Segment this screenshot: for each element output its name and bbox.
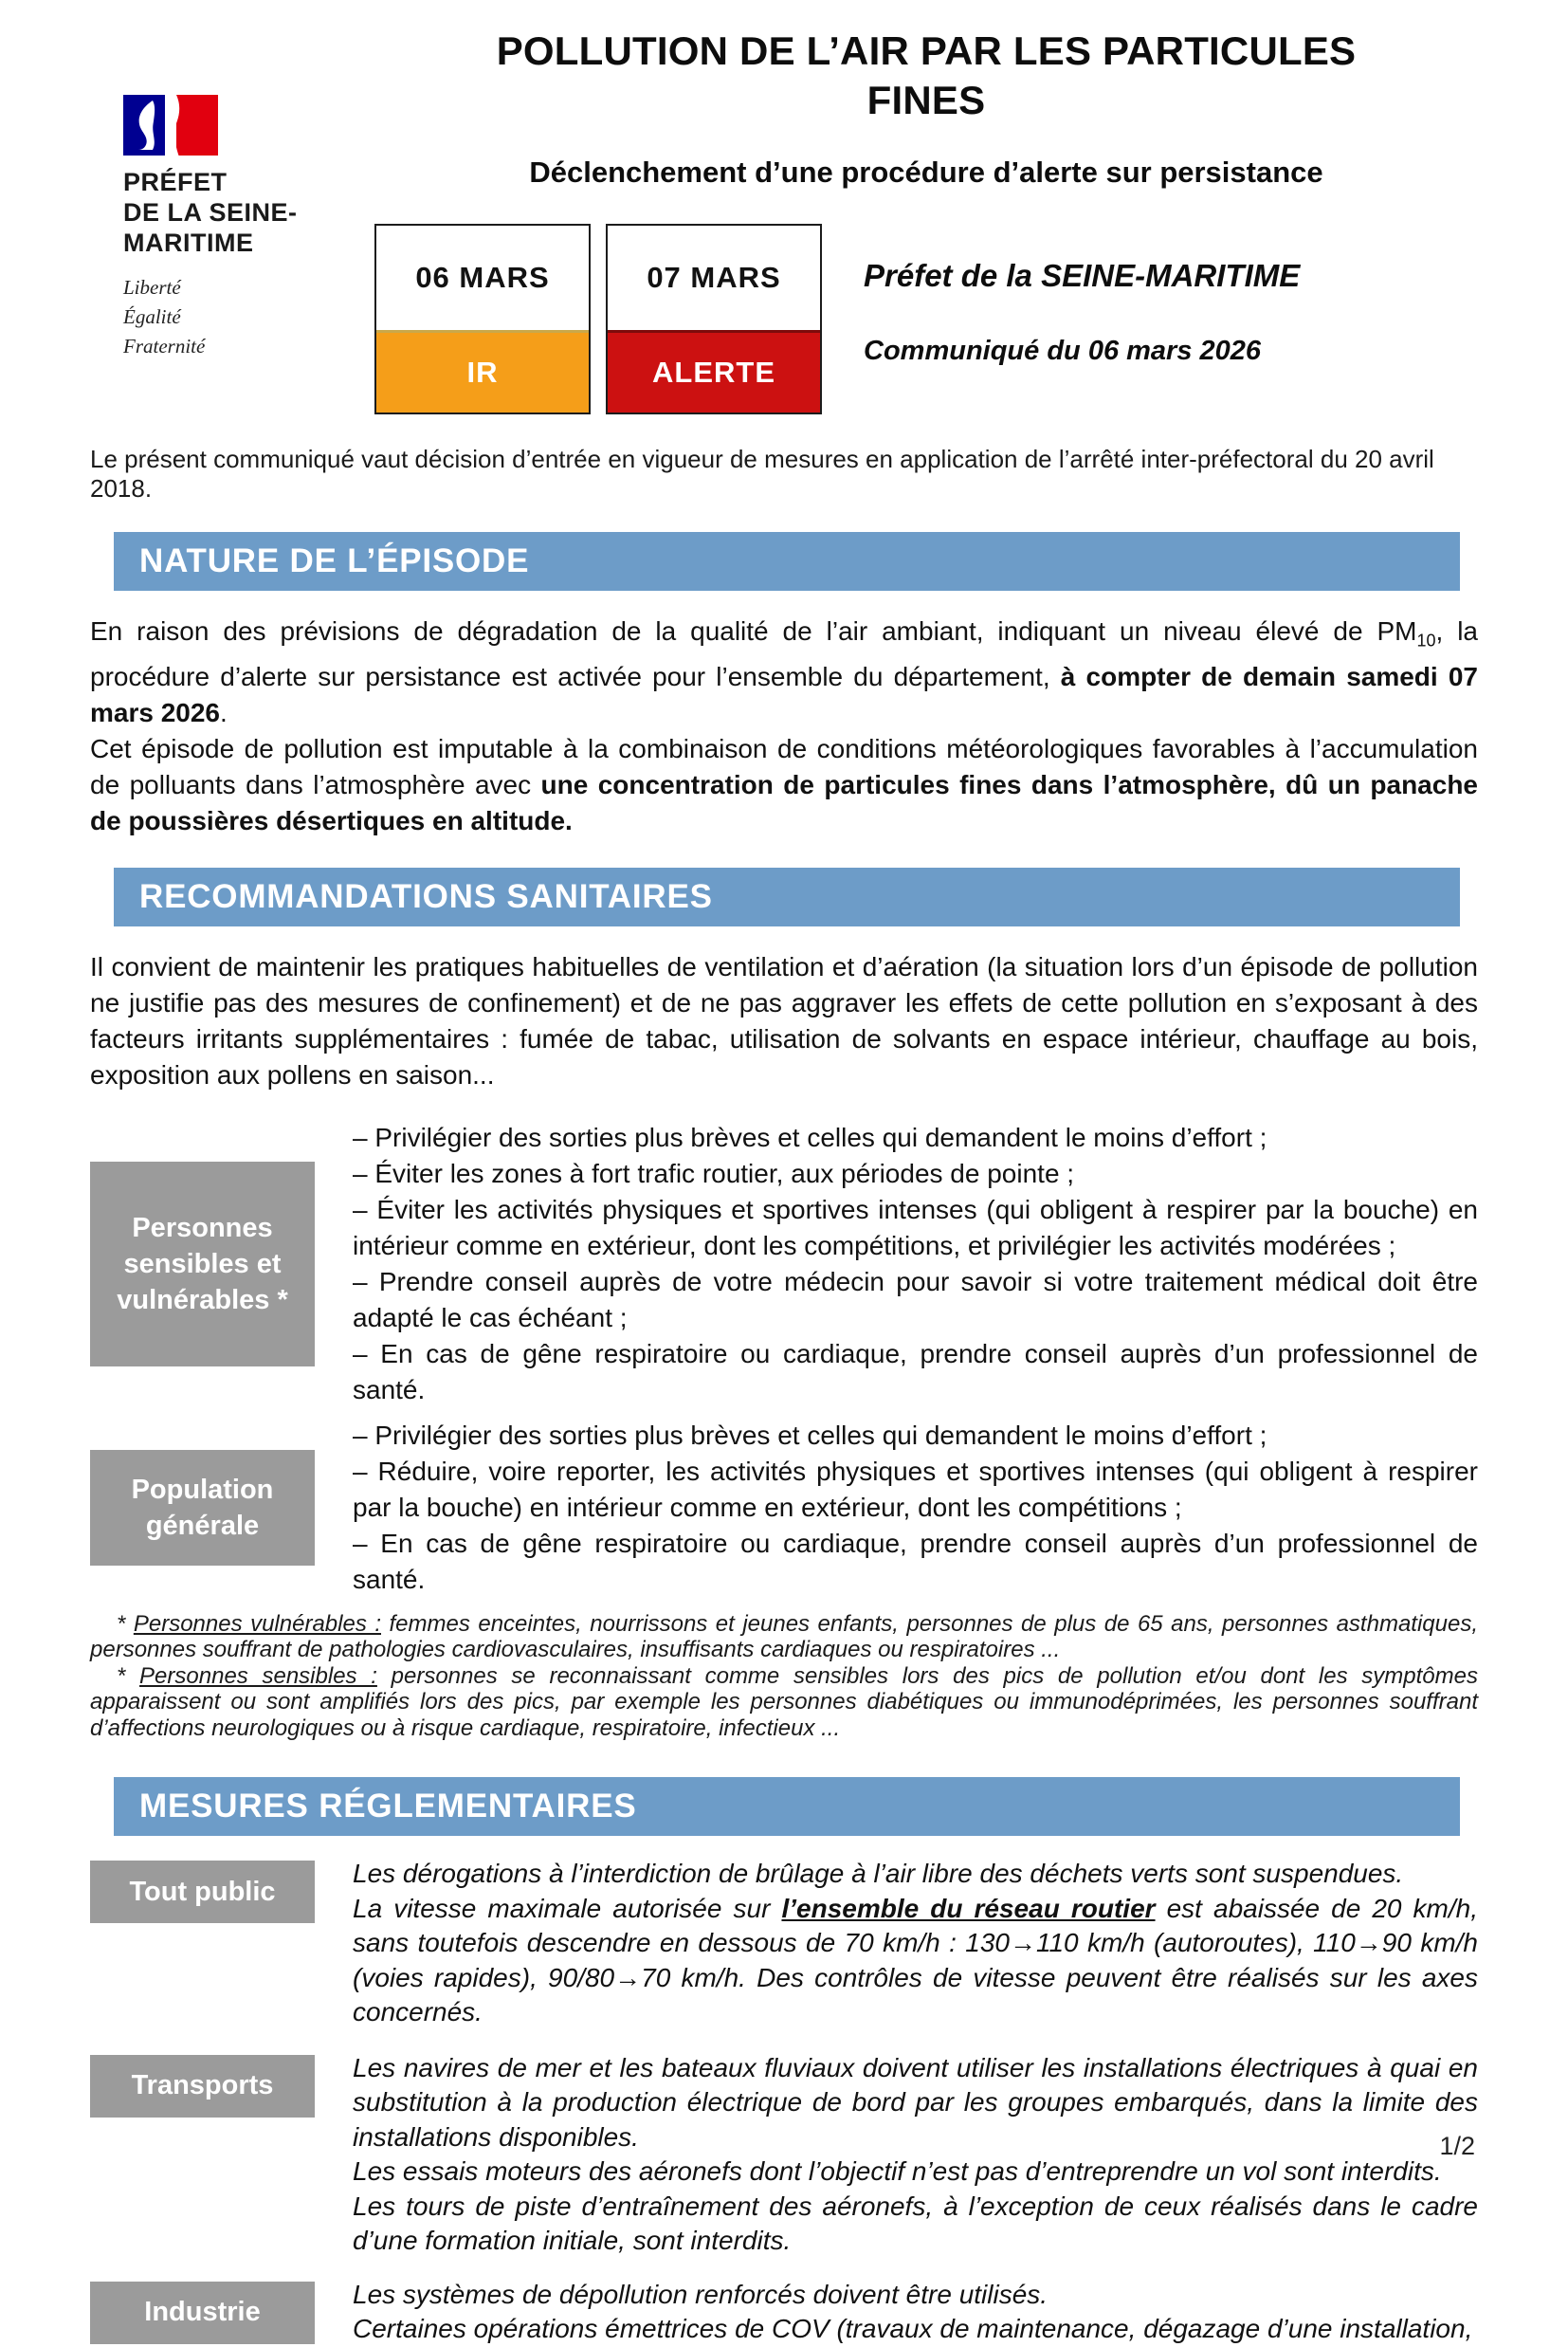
pm10-subscript: 10 xyxy=(1416,631,1436,651)
bullet-list xyxy=(353,1418,1478,1598)
motto-line: Liberté xyxy=(123,276,181,299)
bullet-list xyxy=(353,1120,1478,1408)
measure-text xyxy=(353,2278,1478,2347)
alert-level-badge-ir: IR xyxy=(376,330,589,413)
date-card-07-mars xyxy=(606,224,822,414)
bullet-item: – Éviter les zones à fort trafic routier, aux périodes de pointe ; xyxy=(353,1158,1075,1188)
alert-cards-row xyxy=(374,224,1478,414)
footnote-term: Personnes sensibles : xyxy=(139,1662,377,1689)
gov-logo xyxy=(90,27,327,414)
communique-date-line: Communiqué du 06 mars 2026 xyxy=(864,336,1262,366)
motto-line: Fraternité xyxy=(123,335,206,358)
footnote-text: personnes se reconnaissant comme sensibles lors des pics de pollution et/ou dont les symptômes apparaissent ou sont amplifiés lors des pics, par exemple les personnes diabétiques ou immunodéprimées, les personnes souffrant d’affections neurologiques ou à risque cardiaque, respiratoire, infectieux ... xyxy=(90,1662,1478,1741)
bullet-item: – Privilégier des sorties plus brèves et celles qui demandent le moins d’effort ; xyxy=(353,1420,1267,1450)
reco-group-sensibles xyxy=(90,1120,1478,1408)
prefecture-name-line: PRÉFET xyxy=(123,168,228,196)
text-segment: , la procédure d’alerte sur persistance est activée pour l’ensemble du département, xyxy=(90,616,1478,691)
page-number: 1/2 xyxy=(1439,2132,1475,2160)
bold-underline-segment: l’ensemble du réseau routier xyxy=(781,1893,1156,1923)
measure-label-tout-public: Tout public xyxy=(90,1861,315,1923)
section-header-recommandations: RECOMMANDATIONS SANITAIRES xyxy=(114,868,1460,926)
page-title-line2: FINES xyxy=(866,78,986,122)
title-block xyxy=(327,27,1478,414)
prefecture-name-line: DE LA SEINE- xyxy=(123,198,298,227)
text-segment: Cet épisode de pollution est imputable à la combinaison de conditions météorologiques favorables à l’accumulation de polluants dans l’atmosphère avec xyxy=(90,733,1478,799)
bullet-item: – Prendre conseil auprès de votre médecin pour savoir si votre traitement médical doit être adapté le cas échéant ; xyxy=(353,1266,1478,1332)
reco-group-population xyxy=(90,1418,1478,1598)
measure-row-tout-public xyxy=(90,1857,1478,2030)
measure-label-industrie: Industrie xyxy=(90,2282,315,2344)
motto-line: Égalité xyxy=(123,305,181,328)
measure-label-transports: Transports xyxy=(90,2055,315,2118)
nature-paragraph-1 xyxy=(90,614,1478,839)
footnote-text: femmes enceintes, nourrissons et jeunes enfants, personnes de plus de 65 ans, personnes asthmatiques, personnes souffrant de pathologies cardiovasculaires, insuffisants cardiaques ou respiratoires ... xyxy=(90,1610,1478,1663)
reco-intro-paragraph: Il convient de maintenir les pratiques habituelles de ventilation et d’aération (la situation lors d’un épisode de pollution ne justifie pas des mesures de confinement) et de ne pas aggraver les effets de cette pollution en s’exposant à des facteurs irritants supplémentaires : fumée de tabac, utilisation de solvants en espace intérieur, chauffage au bois, exposition aux pollens en saison... xyxy=(90,951,1478,1090)
card-date: 07 MARS xyxy=(647,261,781,294)
measure-paragraph xyxy=(353,1892,1478,2030)
measure-paragraph: Les essais moteurs des aéronefs dont l’objectif n’est pas d’entreprendre un vol sont interdits. xyxy=(353,2156,1442,2187)
page-title-line1: POLLUTION DE L’AIR PAR LES PARTICULES xyxy=(496,28,1357,73)
footnote-star: * xyxy=(117,1662,140,1689)
measure-paragraph: Les systèmes de dépollution renforcés doivent être utilisés. xyxy=(353,2279,1048,2309)
measure-paragraph: Les navires de mer et les bateaux fluviaux doivent utiliser les installations électriques à quai en substitution à la production électrique de bord par les groupes embarqués, dans la limite des installations disponibles. xyxy=(353,2052,1478,2152)
page-title xyxy=(374,27,1478,125)
group-label-population: Population générale xyxy=(90,1450,315,1566)
measure-paragraph: Certaines opérations émettrices de COV (travaux de maintenance, dégazage d’une installation, xyxy=(353,2314,1473,2344)
bold-segment: une concentration de particules fines dans l’atmosphère, dû un panache de poussières désertiques en altitude. xyxy=(90,769,1478,835)
issuer-block xyxy=(864,224,1300,414)
card-date: 06 MARS xyxy=(415,261,550,294)
measure-paragraph: Les tours de piste d’entraînement des aéronefs, à l’exception de ceux réalisés dans le cadre d’une formation initiale, sont interdits. xyxy=(353,2191,1478,2256)
text-segment: En raison des prévisions de dégradation de la qualité de l’air ambiant, indiquant un niveau élevé de PM xyxy=(90,616,1417,646)
footnotes xyxy=(90,1611,1478,1742)
footnote-vulnerables xyxy=(90,1611,1478,1663)
issuer-line: Préfet de la SEINE-MARITIME xyxy=(864,258,1301,293)
group-label-sensibles: Personnes sensibles et vulnérables * xyxy=(90,1162,315,1366)
measure-row-transports xyxy=(90,2051,1478,2259)
text-segment: La vitesse maximale autorisée sur xyxy=(353,1893,782,1923)
header xyxy=(90,27,1478,414)
bullet-item: – En cas de gêne respiratoire ou cardiaque, prendre conseil auprès d’un professionnel de santé. xyxy=(353,1528,1478,1594)
bullet-item: – Privilégier des sorties plus brèves et celles qui demandent le moins d’effort ; xyxy=(353,1122,1267,1152)
bullet-item: – Réduire, voire reporter, les activités physiques et sportives intenses (qui obligent à respirer par la bouche) en intérieur comme en extérieur, dont les compétitions ; xyxy=(353,1456,1478,1522)
date-card-06-mars xyxy=(374,224,591,414)
section-header-mesures: MESURES RÉGLEMENTAIRES xyxy=(114,1777,1460,1836)
text-segment: est abaissée de 20 km/h, sans toutefois descendre en dessous de 70 km/h : 130→110 km/h (autoroutes), 110→90 km/h (voies rapides), 90/80→70 km/h. Des contrôles de vitesse peuvent être réalisés sur les axes concernés. xyxy=(353,1893,1479,2027)
bullet-item: – En cas de gêne respiratoire ou cardiaque, prendre conseil auprès d’un professionnel de santé. xyxy=(353,1338,1478,1404)
measure-text xyxy=(353,1857,1478,2030)
text-segment: . xyxy=(220,697,228,727)
bold-segment: à compter de demain samedi 07 mars 2026 xyxy=(90,661,1479,727)
measure-paragraph: Les dérogations à l’interdiction de brûlage à l’air libre des déchets verts sont suspendues. xyxy=(353,1859,1404,1889)
french-flag-icon xyxy=(123,95,218,156)
footnote-sensibles xyxy=(90,1663,1478,1742)
intro-line: Le présent communiqué vaut décision d’entrée en vigueur de mesures en application de l’arrêté inter-préfectoral du 20 avril 2018. xyxy=(90,445,1434,503)
footnote-star: * xyxy=(117,1610,134,1637)
republic-motto xyxy=(123,273,327,361)
footnote-term: Personnes vulnérables : xyxy=(133,1610,381,1637)
page-subtitle: Déclenchement d’une procédure d’alerte sur persistance xyxy=(529,156,1323,189)
prefecture-name xyxy=(123,167,327,258)
measure-row-industrie xyxy=(90,2278,1478,2347)
alert-level-badge-alerte: ALERTE xyxy=(608,330,820,413)
section-header-nature: NATURE DE L’ÉPISODE xyxy=(114,532,1460,591)
prefecture-name-line: MARITIME xyxy=(123,229,254,257)
bullet-item: – Éviter les activités physiques et sportives intenses (qui obligent à respirer par la bouche) en intérieur comme en extérieur, dont les compétitions, et privilégier les activités modérées ; xyxy=(353,1194,1478,1260)
measure-text xyxy=(353,2051,1478,2259)
